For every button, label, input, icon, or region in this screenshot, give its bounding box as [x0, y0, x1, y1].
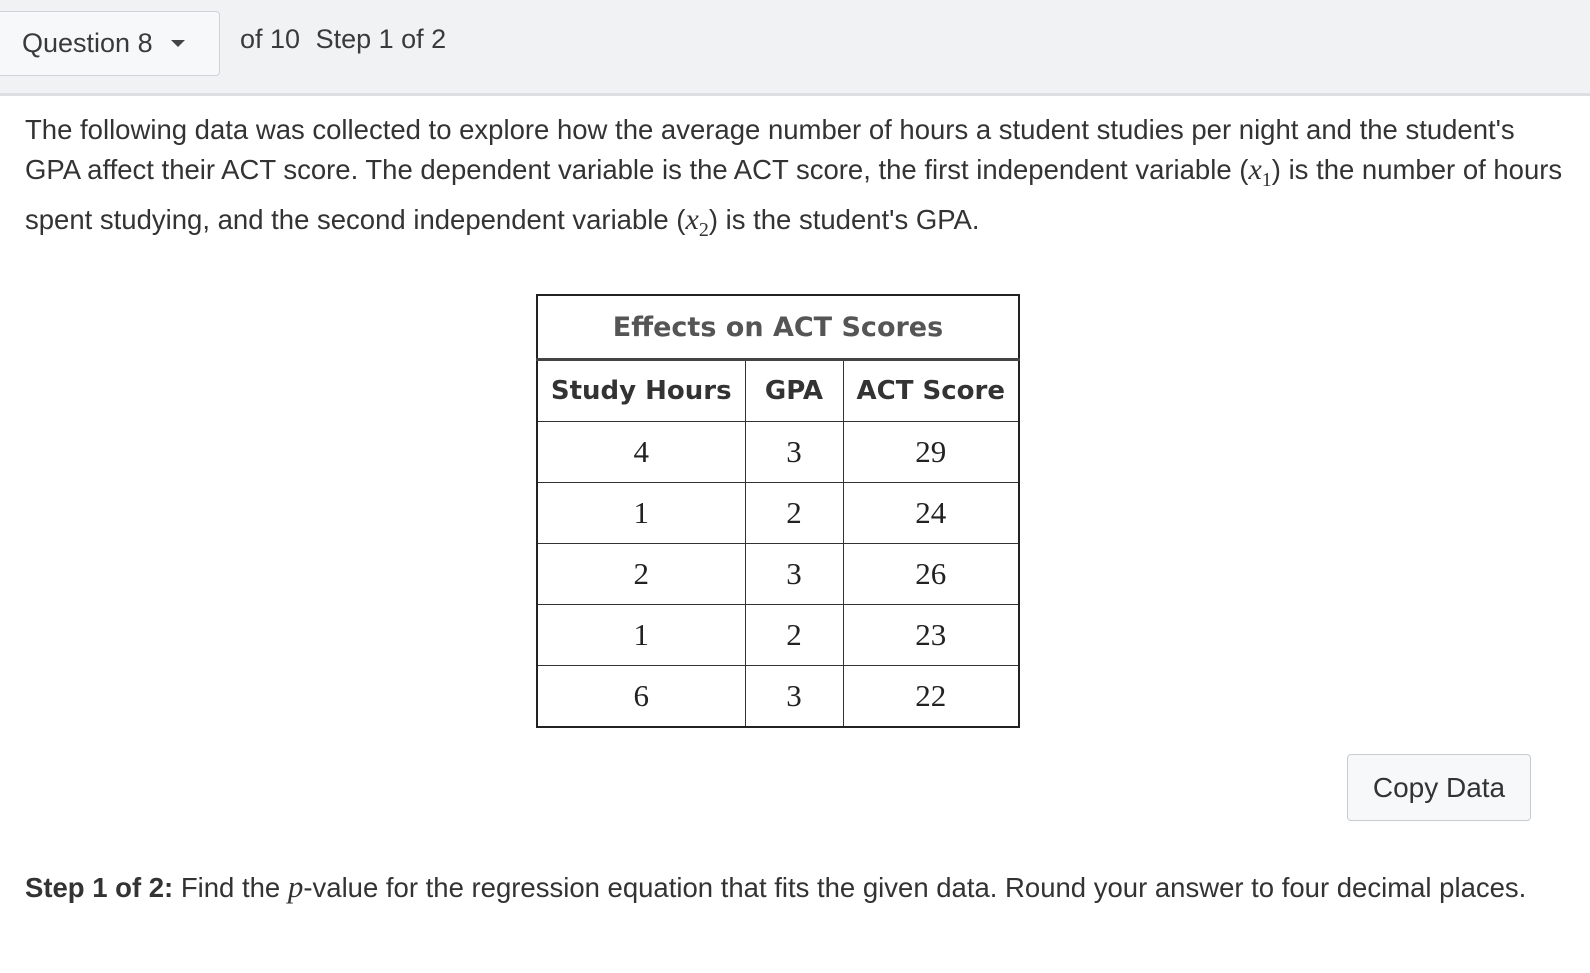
cell-gpa: 2: [745, 483, 843, 544]
column-header-act-score: ACT Score: [843, 360, 1019, 422]
p-variable: p: [287, 869, 304, 904]
step-instruction: [25, 864, 1545, 911]
table-row: [537, 483, 1019, 544]
prompt-text-3: ) is the student's GPA.: [708, 204, 980, 235]
step-text-after: -value for the regression equation that fits the given data. Round your answer to four decimal places.: [303, 872, 1527, 903]
variable-x2: $x_2$: [685, 203, 709, 241]
cell-gpa: 3: [745, 666, 843, 728]
cell-act-score: 24: [843, 483, 1019, 544]
cell-study-hours: 4: [537, 422, 745, 483]
step-progress: Step 1 of 2: [315, 24, 447, 54]
variable-x1: $x_1$: [1248, 153, 1272, 191]
question-selector[interactable]: [0, 11, 220, 76]
table-row: [537, 605, 1019, 666]
table-title: Effects on ACT Scores: [537, 295, 1019, 360]
step-label: Step 1 of 2:: [25, 872, 174, 903]
cell-gpa: 3: [745, 544, 843, 605]
cell-act-score: 29: [843, 422, 1019, 483]
question-header: [0, 0, 1590, 96]
question-prompt: [25, 110, 1570, 250]
cell-act-score: 26: [843, 544, 1019, 605]
data-table: [536, 294, 1020, 728]
cell-act-score: 22: [843, 666, 1019, 728]
prompt-text-2: ) is the number of hours spent studying, and the second independent variable (: [25, 154, 1563, 235]
column-header-study-hours: Study Hours: [537, 360, 745, 422]
cell-study-hours: 1: [537, 605, 745, 666]
table-row: [537, 666, 1019, 728]
cell-gpa: 3: [745, 422, 843, 483]
cell-gpa: 2: [745, 605, 843, 666]
cell-study-hours: 2: [537, 544, 745, 605]
cell-study-hours: 1: [537, 483, 745, 544]
column-header-gpa: GPA: [745, 360, 843, 422]
question-selector-label: Question 8: [22, 28, 153, 58]
table-row: [537, 422, 1019, 483]
cell-study-hours: 6: [537, 666, 745, 728]
cell-act-score: 23: [843, 605, 1019, 666]
prompt-text-1: The following data was collected to explore how the average number of hours a student studies per night and the student's GPA affect their ACT score. The dependent variable is the ACT score, the first independent variable (: [25, 114, 1515, 185]
table-row: [537, 544, 1019, 605]
copy-data-button[interactable]: Copy Data: [1347, 754, 1531, 821]
question-progress: [240, 24, 446, 55]
step-text-before: Find the: [173, 872, 288, 903]
caret-down-icon: [171, 40, 185, 47]
question-total: of 10: [240, 24, 301, 54]
